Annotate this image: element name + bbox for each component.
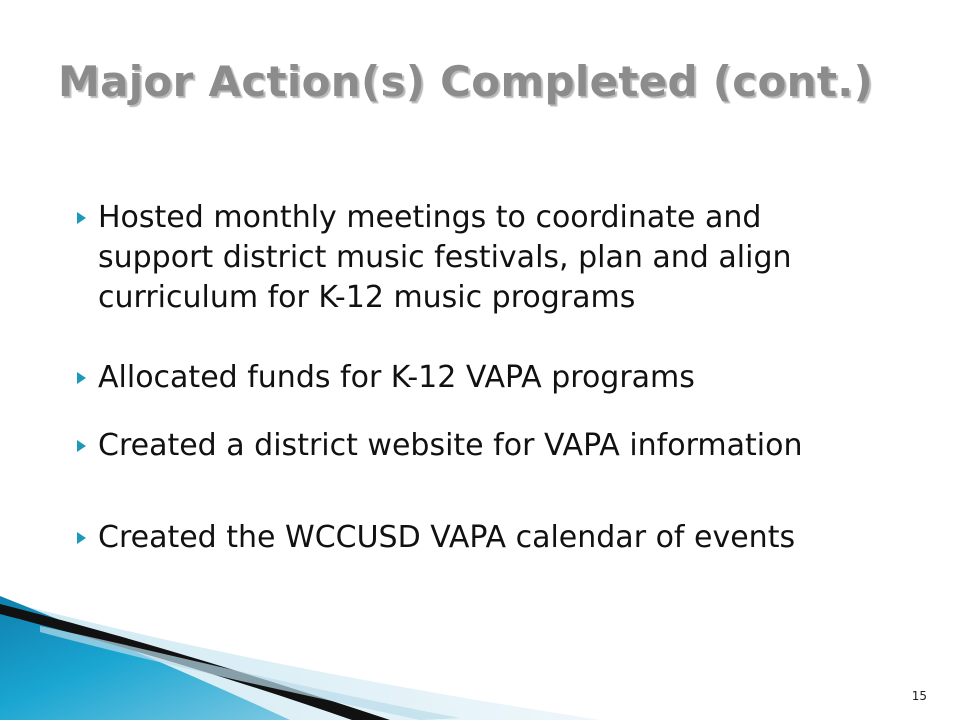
bullet-text: Created the WCCUSD VAPA calendar of events (98, 520, 796, 555)
right-triangle-icon (76, 518, 98, 558)
bullet-item (76, 426, 936, 466)
right-triangle-icon (76, 358, 98, 398)
bullet-item (76, 518, 936, 558)
slide-title: Major Action(s) Completed (cont.) (58, 57, 873, 106)
bullet-item (76, 198, 936, 318)
page-number: 15 (911, 689, 927, 703)
right-triangle-icon (76, 198, 98, 238)
decorative-swoosh (0, 560, 600, 720)
bullet-text: Allocated funds for K-12 VAPA programs (98, 360, 695, 395)
right-triangle-icon (76, 426, 98, 466)
bullet-item (76, 358, 936, 398)
bullet-text: Hosted monthly meetings to coordinate and support district music festivals, plan and align curriculum for K-12 music programs (98, 200, 792, 315)
bullet-text: Created a district website for VAPA information (98, 428, 803, 463)
